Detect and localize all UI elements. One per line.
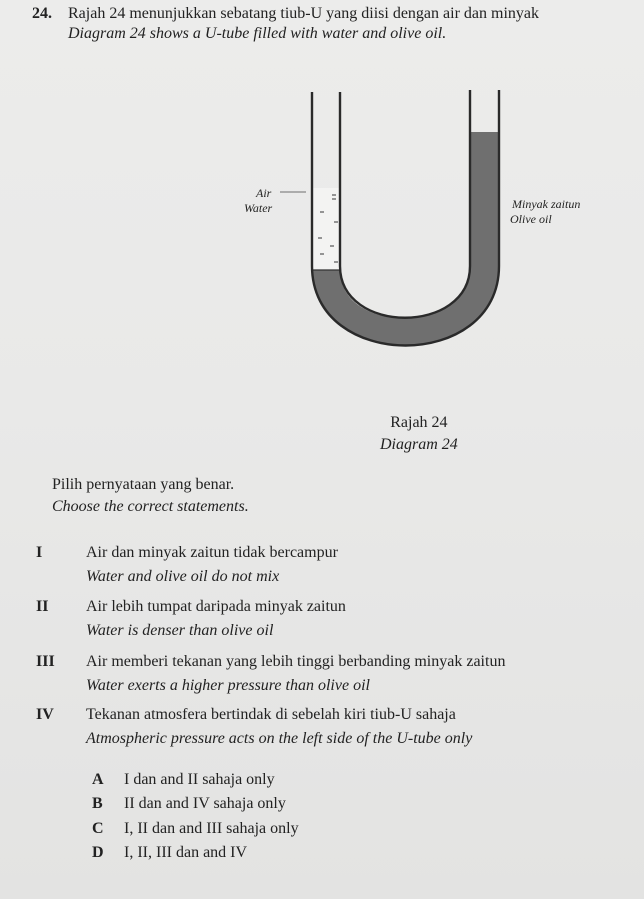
statement-english: Water and olive oil do not mix — [86, 568, 280, 585]
statement-english: Water is denser than olive oil — [86, 622, 274, 639]
caption-malay: Rajah 24 — [390, 414, 448, 431]
diagram-caption — [380, 412, 458, 456]
statement-malay: Air lebih tumpat daripada minyak zaitun — [86, 598, 346, 615]
question-number: 24. — [32, 5, 52, 22]
label-olive-oil-english: Olive oil — [510, 212, 552, 226]
option-text: I, II, III dan and IV — [124, 844, 248, 861]
option-letter: A — [92, 771, 104, 788]
label-air: Air — [256, 186, 272, 200]
statement-numeral: II — [36, 598, 49, 615]
option-letter: B — [92, 795, 103, 812]
label-water: Water — [244, 201, 273, 215]
statement-malay: Tekanan atmosfera bertindak di sebelah kiri tiub-U sahaja — [86, 706, 456, 723]
statement-numeral: III — [36, 653, 55, 670]
u-tube-inner-wall — [340, 90, 470, 318]
question-text-malay: Rajah 24 menunjukkan sebatang tiub-U yang diisi dengan air dan minyak — [68, 5, 539, 22]
label-olive-oil-malay: Minyak zaitun — [512, 197, 581, 211]
instruction-malay: Pilih pernyataan yang benar. — [52, 476, 235, 493]
instruction-english: Choose the correct statements. — [52, 498, 249, 515]
question-text-english: Diagram 24 shows a U-tube filled with water and olive oil. — [68, 25, 447, 42]
option-text: I dan and II sahaja only — [124, 771, 275, 788]
instruction — [52, 474, 249, 518]
option-text: I, II dan and III sahaja only — [124, 820, 299, 837]
statement-english: Water exerts a higher pressure than olive oil — [86, 677, 370, 694]
statement-numeral: IV — [36, 706, 54, 723]
statement-malay: Air memberi tekanan yang lebih tinggi berbanding minyak zaitun — [86, 653, 506, 670]
option-letter: D — [92, 844, 104, 861]
option-letter: C — [92, 820, 104, 837]
water-fill — [313, 188, 339, 270]
caption-english: Diagram 24 — [380, 436, 458, 453]
statement-numeral: I — [36, 544, 43, 561]
statement-malay: Air dan minyak zaitun tidak bercampur — [86, 544, 338, 561]
option-text: II dan and IV sahaja only — [124, 795, 286, 812]
statement-english: Atmospheric pressure acts on the left side of the U-tube only — [86, 730, 473, 747]
